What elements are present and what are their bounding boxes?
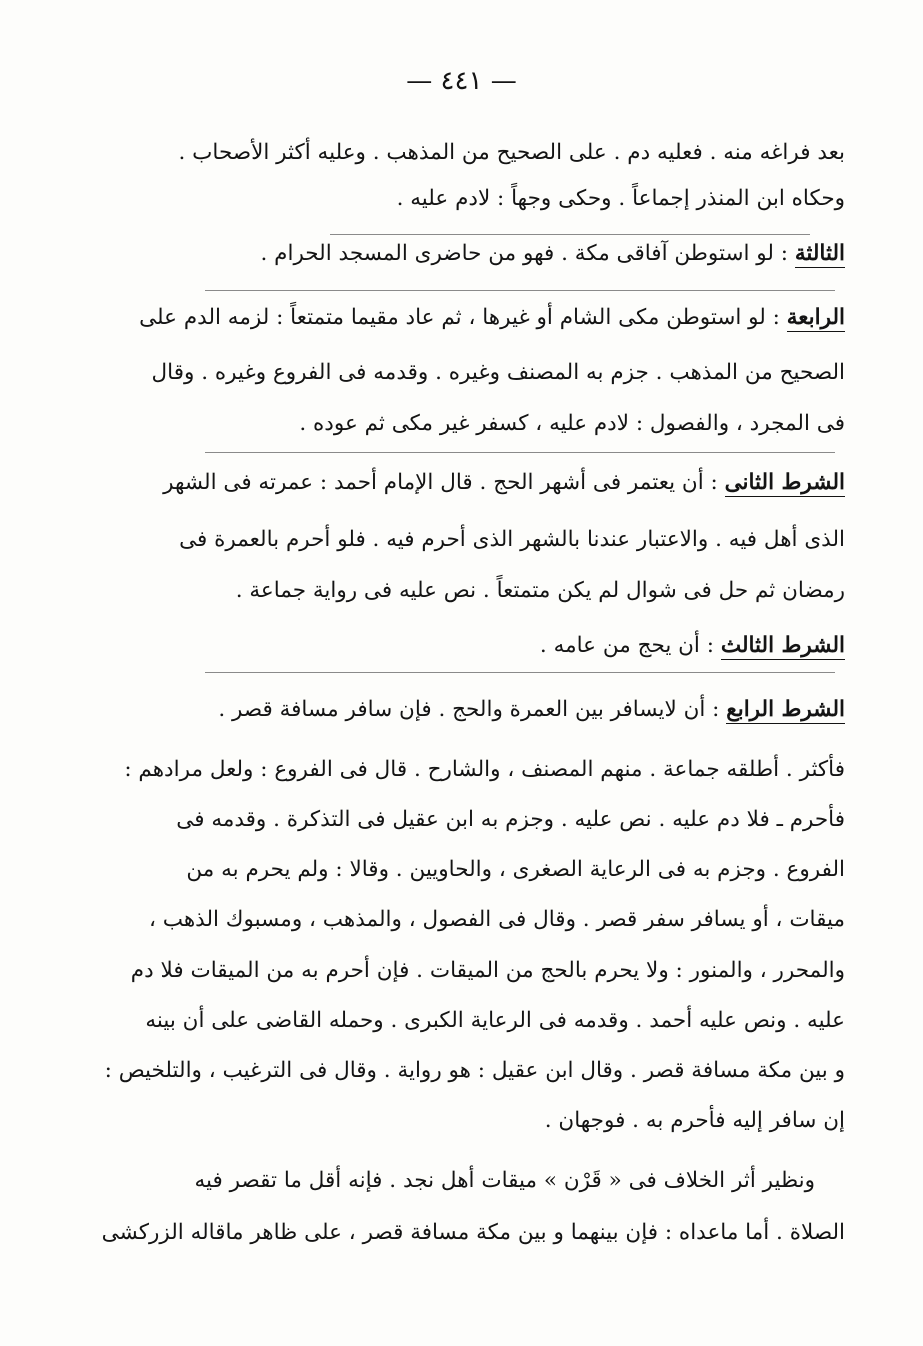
faint-rule: [330, 234, 810, 235]
condition-heading-second: الشرط الثانى: [724, 470, 845, 495]
text-line-16: [130, 956, 845, 986]
text-line-18: [104, 1056, 845, 1086]
line-text: عليه . ونص عليه أحمد . وقدمه فى الرعاية الكبرى . وحمله القاضى على أن بينه: [145, 1008, 845, 1033]
text-line-17: [145, 1006, 845, 1036]
text-line-4: [139, 303, 845, 333]
line-text: : أن يعتمر فى أشهر الحج . قال الإمام أحمد : عمرته فى الشهر: [163, 470, 725, 495]
line-text: الصحيح من المذهب . جزم به المصنف وغيره . وقدمه فى الفروع وغيره . وقال: [151, 360, 845, 385]
line-text: وحكاه ابن المنذر إجماعاً . وحكى وجهاً : لادم عليه .: [396, 186, 845, 211]
line-text: ونظير أثر الخلاف فى « قَرْن » ميقات أهل نجد . فإنه أقل ما تقصر فيه: [194, 1168, 815, 1193]
text-line-5: [151, 358, 845, 388]
text-line-11: [218, 695, 845, 725]
section-heading-fourth: الرابعة: [786, 305, 845, 330]
text-line-6: [299, 409, 845, 439]
line-text: الصلاة . أما ماعداه : فإن بينهما و بين مكة مسافة قصر ، على ظاهر ماقاله الزركشى: [101, 1220, 845, 1245]
line-text: : لو استوطن آفاقى مكة . فهو من حاضرى المسجد الحرام .: [260, 241, 795, 266]
text-line-7: [163, 468, 845, 498]
section-heading-third: الثالثة: [794, 241, 845, 266]
line-text: فأحرم ـ فلا دم عليه . نص عليه . وجزم به ابن عقيل فى التذكرة . وقدمه فى: [176, 807, 845, 832]
condition-heading-fourth: الشرط الرابع: [726, 697, 845, 722]
text-line-1: [178, 138, 845, 168]
condition-heading-third: الشرط الثالث: [720, 633, 845, 658]
line-text: ميقات ، أو يسافر سفر قصر . وقال فى الفصول ، والمذهب ، ومسبوك الذهب ،: [148, 907, 845, 932]
text-line-13: [176, 805, 845, 835]
text-line-2: [397, 184, 845, 214]
line-text: : أن يحج من عامه .: [539, 633, 721, 658]
line-text: فأكثر . أطلقه جماعة . منهم المصنف ، والشارح . قال فى الفروع : ولعل مرادهم :: [124, 757, 845, 782]
faint-rule: [205, 672, 835, 673]
text-line-3: [260, 239, 845, 269]
faint-rule: [205, 452, 835, 453]
text-line-9: [236, 576, 845, 606]
text-line-8: [179, 525, 845, 555]
text-line-10: [540, 631, 845, 661]
line-text: رمضان ثم حل فى شوال لم يكن متمتعاً . نص عليه فى رواية جماعة .: [235, 578, 845, 603]
line-text: بعد فراغه منه . فعليه دم . على الصحيح من المذهب . وعليه أكثر الأصحاب .: [178, 140, 845, 165]
page-number: — ٤٤١ —: [406, 66, 517, 96]
line-text: و بين مكة مسافة قصر . وقال ابن عقيل : هو رواية . وقال فى الترغيب ، والتلخيص :: [104, 1058, 845, 1083]
line-text: فى المجرد ، والفصول : لادم عليه ، كسفر غير مكى ثم عوده .: [299, 411, 845, 436]
text-line-15: [148, 905, 845, 935]
text-line-20: [190, 1166, 815, 1196]
text-line-21: [101, 1218, 845, 1248]
line-text: : لو استوطن مكى الشام أو غيرها ، ثم عاد مقيما متمتعاً : لزمه الدم على: [139, 305, 787, 330]
line-text: الذى أهل فيه . والاعتبار عندنا بالشهر الذى أحرم فيه . فلو أحرم بالعمرة فى: [179, 527, 845, 552]
text-line-12: [124, 755, 845, 785]
line-text: إن سافر إليه فأحرم به . فوجهان .: [544, 1108, 845, 1133]
line-text: الفروع . وجزم به فى الرعاية الصغرى ، والحاويين . وقالا : ولم يحرم به من: [186, 857, 845, 882]
line-text: والمحرر ، والمنور : ولا يحرم بالحج من الميقات . فإن أحرم به من الميقات فلا دم: [130, 958, 845, 983]
text-line-14: [186, 855, 845, 885]
line-text: : أن لايسافر بين العمرة والحج . فإن سافر مسافة قصر .: [218, 697, 727, 722]
text-line-19: [545, 1106, 845, 1136]
faint-rule: [205, 290, 835, 291]
